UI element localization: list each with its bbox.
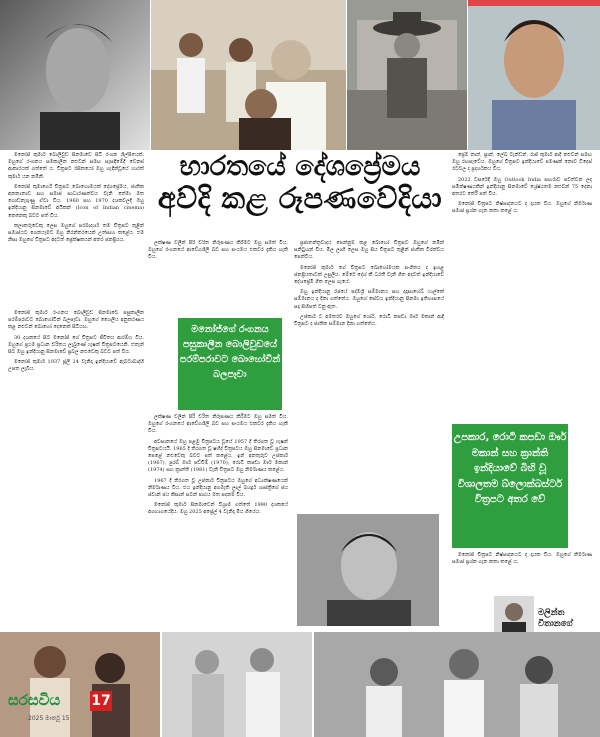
headline-line-1: භාරතයේ දේශප්‍රේමය: [179, 151, 421, 182]
pull-quote-2: උපකාර, රොටි කපඩා ඖර් මකාන් සහ ක්‍රාන්ති ඉන්දියාවේ බිහි වූ විශාලතම බ්ලොක්බස්ටර් විත්‍රපට අතර වේ: [452, 424, 568, 548]
paragraph: කලාකරුවෙකු ලෙස ඔහුගේ පරමාදර්ශ තම චිත්‍රපට තුළින් සමාජයට ගෙනයෑමට ඔහු නිරන්තරයෙන් උත්සාහ කළේය. එම නිසා ඔහුගේ චිත්‍රපට අදටත් ප්‍රේක්ෂකයන් අතර ජනප්‍රියය.: [8, 222, 144, 244]
publication-name: සරසවිය: [8, 691, 61, 709]
paragraph: මනෝජ් කුමාර් සිනමාවෙන් විශ්‍රාම ගත්තේ 1990 දශකයේ අගභාගයේදීය. ඔහු 2025 අප්‍රේල් 4 වැනිදා මිය ගියේය.: [148, 502, 288, 516]
issue-date: 2025 මාර්තු 15: [28, 715, 70, 722]
column-left-lower: [8, 310, 144, 630]
paragraph: 2022 වසරේදී ඔහු Outlook India සඟරාව පවත්වන ලද සමීක්ෂණයකින් ඉන්දියානු සිනමාවේ ශ්‍රේෂ්ඨතම නළුවන් 75 දෙනා අතරට තේරී පත් විය.: [452, 176, 592, 198]
portrait-photo-right: [468, 0, 600, 150]
paragraph: ප්‍රේම් නාත්, ප්‍රාන්, ලේඛ් ටැන්ඩන්, රාජ් කුමාර් ආදී නළුවන් සමඟ ඔහු රඟපෑවේය. ඔහුගේ චිත්‍රපට ඉන්දියාවේ පමණක් නොව විදෙස් රටවල ද ප්‍රදර්ශනය විය.: [452, 152, 592, 173]
author-name: මලින්ත විතානගේ: [538, 608, 573, 629]
column-left-upper: [8, 152, 144, 302]
event-photo: [151, 0, 346, 150]
paragraph: 1967 දී තිරගත වූ උප්කාර් චිත්‍රපටය ඔහුගේ අධ්‍යක්ෂණයෙන් නිර්මාණය විය. එය ඉන්දියානු අගමැති ලාල් බහදූර් ශාස්ත්‍රීගේ ජය ජවාන් ජය කිසාන් සටන් පාඨය මත පදනම් විය.: [148, 477, 288, 499]
paragraph: ලක්ෂණ වලින් පිරි චරිත නිරූපණය කිරීමට ඔහු සමත් විය. ඔහුගේ රංගනයේ ආවේගශීලී බව සහ සංයමය එකවර දැකිය හැකි විය.: [148, 414, 288, 435]
column-right-lower: [452, 552, 592, 592]
bottom-photo-group: [162, 632, 312, 737]
column-right: [452, 152, 592, 420]
publication-footer: [8, 688, 128, 733]
paragraph: මනෝජ් කුමාර් බොලිවුඩ් සිනමාවේ සිටි රංගන ශිල්පියෙක්. ඔහුගේ රංගනය සමකාලීන නළුවන් සමඟ සැසඳීමේදී වෙනස් ආකාරයක් ගත්තේ ය. චිත්‍රපට රසිකයෝ ඔහු හැඳින්වූයේ භාරත් කුමාර් යන නමිනි.: [8, 152, 144, 180]
column-center-right: [294, 240, 444, 510]
column-middle-top: [148, 240, 288, 316]
paragraph: මනෝජ් කුමාර්ගේ චිත්‍රපට බොහොමයක් දේශප්‍රේමය, ජාතික අනන්‍යතාව සහ සමාජ සාධාරණත්වය වැනි තේමා මත ගොඩනැගුණු ඒවා විය. 1960 සහ 1970 දශකවලදී ඔහු ඉන්දියානු සිනමාවේ අයිකන් (Icon of Indian cinema) කෙනෙකු බවට පත් විය.: [8, 183, 144, 219]
western-film-still: [347, 0, 467, 150]
paragraph: මනෝජ් චිත්‍රපට නිෂ්පාදනයට ද දායක විය. ඔහුගේ නිර්මාණ සමාජ ප්‍රශ්න ගැන කතා කළේ ය.: [452, 552, 592, 566]
paragraph: උප්කාර් ට අමතරව ඔහුගේ ශෝර්, රොටි කපඩා ඖර් මකාන් ආදී චිත්‍රපට ද ජාතික සම්මාන දිනා ගත්තේය.: [294, 313, 444, 328]
paragraph: මනෝජ් චිත්‍රපට නිෂ්පාදනයට ද දායක විය. ඔහුගේ නිර්මාණ සමාජ ප්‍රශ්න ගැන කතා කළේ ය.: [452, 201, 592, 215]
paragraph: ඔහු ඉන්දියානු රජයේ පද්මශ්‍රී සම්මානය සහ දාදාසාහේබ් ෆාල්කේ සම්මානය ද දිනා ගත්තේය. ඔහුගේ සේවය ඉන්දියානු සිනමා ඉතිහාසයේ සදා සිහිපත් වනු ඇත.: [294, 289, 444, 310]
portrait-photo-left: [0, 0, 150, 150]
paragraph: අවසානයේ ඔහු පළමු විත්‍රපටය වූයේ 1957 දී තිරගත වූ ෆැෂන් චිත්‍රපටයයි. 1965 දී තිරගත වූ ෂහීද් චිත්‍රපටය ඔහු සිනමාවේ ප්‍රධාන පෙළේ නළුවෙකු බවට පත් කළේය. ඉන් අනතුරුව උප්කාර් (1967), පුරබ් ඖර් පච්චිම් (1970), රොටි කපඩා ඖර් මකාන් (1974) සහ ක්‍රාන්ති (1981) වැනි චිත්‍රපට ඔහු නිර්මාණය කළේය.: [148, 438, 288, 474]
pull-quote-1: මනෝජ්ගේ රංගනය පසුකාලීන බොලිවුඩයේ පරම්පරාවට බොහෝවින් බලපෑවා: [178, 318, 282, 410]
paragraph: මනෝජ් කුමාර් ගේ චිත්‍රපට බොහෝමයක සංගීතය ද ඉහළ ජනප්‍රියතාවක් උසුලීය. මේරේ දේශ් කී ධරතී වැනි ගීත අදටත් ඉන්දියාවේ දේශප්‍රේමී ගීත ලෙස ගැයේ.: [294, 264, 444, 286]
paragraph: ලක්ෂණ වලින් පිරි චරිත නිරූපණය කිරීමට ඔහු සමත් විය. ඔහුගේ රංගනයේ ආවේගශීලී බව සහ සංයමය එකවර දැකිය හැකි විය.: [148, 240, 288, 261]
paragraph: ප්‍රජාතන්ත්‍රවාදය පෙන්නුම් කළ බොහෝ චිත්‍රපට ඔහුගේ නමින් සනිටුහන් විය. මිල ලාභී ලෙස ඔහු සිය චිත්‍රපට තුළින් ජාතික වීරත්වය පෙන්වීය.: [294, 240, 444, 261]
headline: [150, 152, 450, 215]
paragraph: 30 දශකයේ සිට මනෝජ් ගේ චිත්‍රපට ජීවිතය ආරම්භ විය. ඔහුගේ ප්‍රථම ප්‍රධාන චරිතය ලැබුණේ ෆැෂන් චිත්‍රපටයෙනි. එතැන් සිට ඔහු ඉන්දියානු සිනමාවේ ප්‍රබල නළුවෙකු බවට පත් විය.: [8, 334, 144, 356]
bottom-photo-film-still: [314, 632, 600, 737]
paragraph: මනෝජ් කුමාර් 1937 ජූලි 24 වැනිදා ඉන්දියාවේ ඇබටාබාද්හි උපත ලැබීය.: [8, 359, 144, 373]
headline-line-2: අව්දි කළ රූපණවේදියා: [157, 181, 443, 216]
paragraph: මනෝජ් කුමාර් රංගනය බොලිවුඩ් සිනමාවේ පසුකාලීන පරම්පරාවට බොහෝවින් බලපෑවා. ඔහුගේ ශෛලිය අනුකරණය කළ නළුවන් බොහෝ දෙනෙක් සිටියහ.: [8, 310, 144, 331]
inset-portrait-photo: [297, 514, 439, 626]
page-number: 17: [91, 693, 111, 709]
